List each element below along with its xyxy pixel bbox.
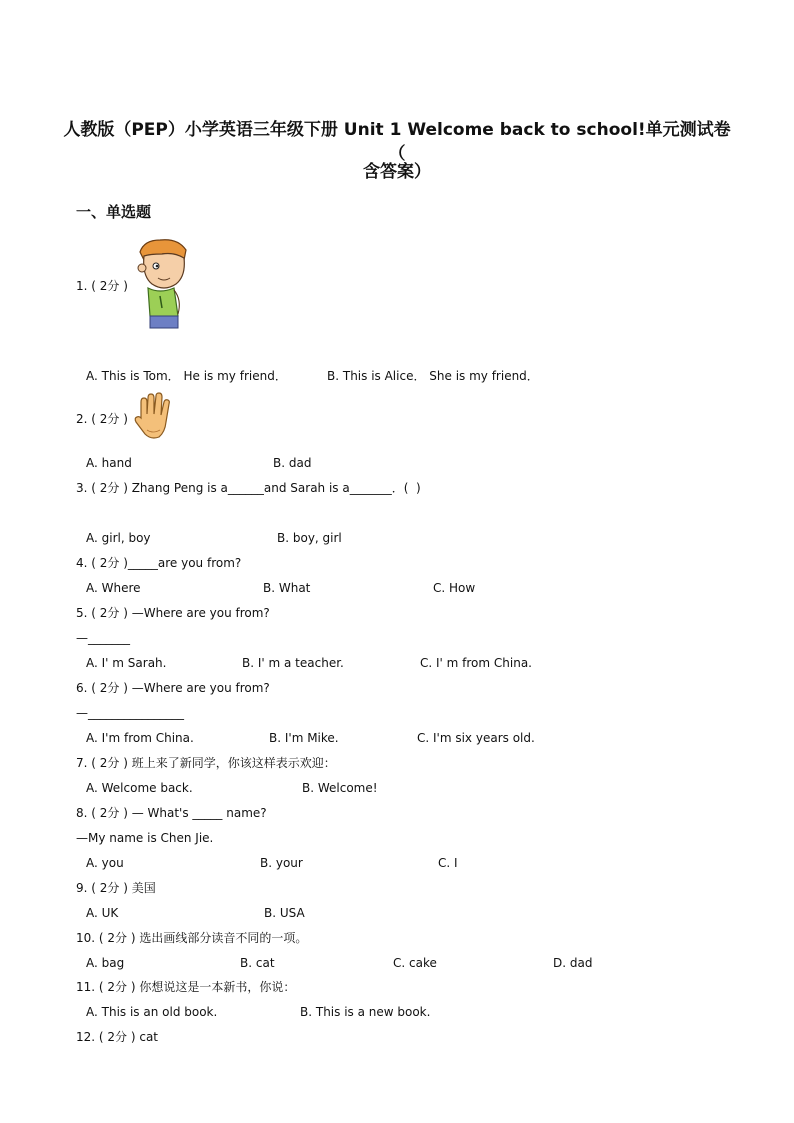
question-6-answer-line: —________________ xyxy=(76,706,184,720)
document-title-line-2: 含答案） xyxy=(363,162,431,182)
question-2-option-a: A. hand xyxy=(86,456,132,470)
question-11-stem: 11. ( 2分 ) 你想说这是一本新书，你说： xyxy=(76,980,296,994)
question-5-option-c: C. I' m from China. xyxy=(420,656,532,670)
question-6-option-c: C. I'm six years old. xyxy=(417,731,535,745)
question-10-option-d: D. dad xyxy=(553,956,593,970)
question-8-option-b: B. your xyxy=(260,856,303,870)
question-9-stem: 9. ( 2分 ) 美国 xyxy=(76,881,156,895)
question-8-option-a: A. you xyxy=(86,856,124,870)
question-2-option-b: B. dad xyxy=(273,456,312,470)
section-heading: 一、单选题 xyxy=(76,203,152,221)
question-4-option-b: B. What xyxy=(263,581,311,595)
question-6-option-a: A. I'm from China. xyxy=(86,731,194,745)
question-6-option-b: B. I'm Mike. xyxy=(269,731,339,745)
question-8-answer-line: —My name is Chen Jie. xyxy=(76,831,214,845)
question-5-stem: 5. ( 2分 ) —Where are you from? xyxy=(76,606,270,620)
question-5-option-b: B. I' m a teacher. xyxy=(242,656,344,670)
question-1-stem: 1. ( 2分 ) xyxy=(76,279,128,293)
question-4-stem: 4. ( 2分 )_____are you from? xyxy=(76,556,242,570)
question-7-option-b: B. Welcome! xyxy=(302,781,378,795)
question-7-option-a: A. Welcome back. xyxy=(86,781,193,795)
question-4-option-a: A. Where xyxy=(86,581,141,595)
question-11-option-a: A. This is an old book. xyxy=(86,1005,218,1019)
question-8-option-c: C. I xyxy=(438,856,458,870)
question-3-stem: 3. ( 2分 ) Zhang Peng is a______and Sarah is a_______．( ) xyxy=(76,481,421,495)
question-10-option-a: A. bag xyxy=(86,956,125,970)
question-11-option-b: B. This is a new book. xyxy=(300,1005,431,1019)
boy-illustration xyxy=(134,238,192,332)
question-7-stem: 7. ( 2分 ) 班上来了新同学，你该这样表示欢迎： xyxy=(76,756,336,770)
question-4-option-c: C. How xyxy=(433,581,476,595)
question-10-option-c: C. cake xyxy=(393,956,437,970)
question-1-option-b: B. This is Alice． She is my friend． xyxy=(327,369,539,383)
question-9-option-a: A. UK xyxy=(86,906,119,920)
hand-illustration xyxy=(133,392,177,442)
question-2-stem: 2. ( 2分 ) xyxy=(76,412,128,426)
question-6-stem: 6. ( 2分 ) —Where are you from? xyxy=(76,681,270,695)
question-3-option-a: A. girl, boy xyxy=(86,531,151,545)
question-5-answer-line: —_______ xyxy=(76,631,130,645)
question-3-option-b: B. boy, girl xyxy=(277,531,342,545)
question-10-option-b: B. cat xyxy=(240,956,275,970)
question-10-stem: 10. ( 2分 ) 选出画线部分读音不同的一项。 xyxy=(76,931,308,945)
document-title-line-1: 人教版（PEP）小学英语三年级下册 Unit 1 Welcome back to school!单元测试卷（ xyxy=(63,120,731,164)
question-1-option-a: A. This is Tom． He is my friend． xyxy=(86,369,287,383)
question-12-stem: 12. ( 2分 ) cat xyxy=(76,1030,158,1044)
question-8-stem: 8. ( 2分 ) — What's _____ name? xyxy=(76,806,267,820)
question-5-option-a: A. I' m Sarah. xyxy=(86,656,167,670)
question-9-option-b: B. USA xyxy=(264,906,305,920)
